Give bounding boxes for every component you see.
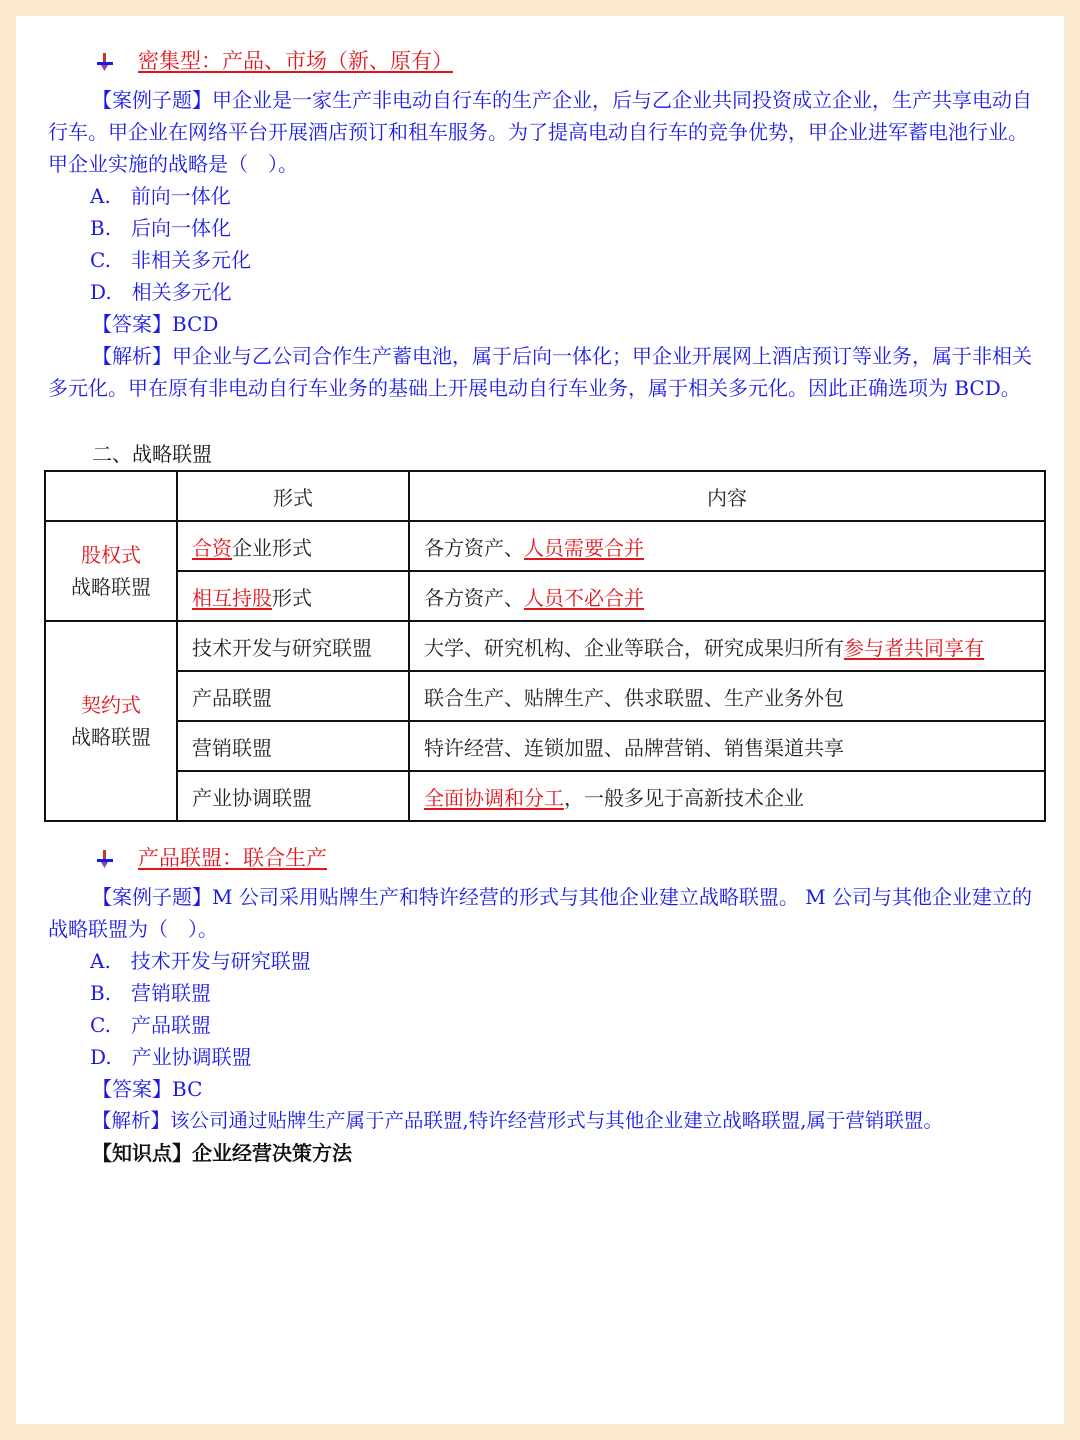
analysis-label: 【解析】	[92, 1109, 171, 1132]
answer-value: BCD	[172, 312, 219, 336]
content-text: 大学、研究机构、企业等联合，研究成果归所有	[424, 635, 844, 660]
section1-heading-text: 密集型：产品、市场（新、原有）	[138, 49, 453, 73]
document-page	[16, 16, 1064, 1424]
answer-value: BC	[172, 1077, 203, 1101]
form-cell: 营销联盟	[177, 721, 409, 771]
answer-label: 【答案】	[92, 312, 172, 336]
equity-group-label: 股权式	[81, 543, 141, 567]
content-text: 各方资产、	[424, 585, 524, 610]
case-label: 【案例子题】	[92, 88, 212, 112]
table-row	[45, 771, 1045, 821]
table-row	[45, 571, 1045, 621]
content-text: 各方资产、	[424, 535, 524, 560]
content-cell	[409, 621, 1045, 671]
contract-group-label: 契约式	[81, 693, 141, 717]
content-highlight: 参与者共同享有	[844, 635, 984, 660]
section3-heading-text: 产品联盟：联合生产	[138, 846, 327, 870]
contract-group-sublabel: 战略联盟	[71, 725, 151, 749]
analysis-text: 该公司通过贴牌生产属于产品联盟,特许经营形式与其他企业建立战略联盟,属于营销联盟。	[170, 1109, 943, 1132]
case-paragraph	[48, 881, 1042, 945]
section3-heading	[94, 842, 327, 874]
section1-body	[48, 84, 1042, 404]
content-highlight: 全面协调和分工	[424, 785, 564, 810]
answer-line	[48, 1073, 1042, 1105]
equity-group-sublabel: 战略联盟	[71, 575, 151, 599]
equity-group-cell	[45, 521, 177, 621]
alliance-table	[44, 470, 1046, 822]
option-a: A. 技术开发与研究联盟	[90, 949, 311, 973]
option-d: D. 相关多元化	[90, 280, 232, 304]
section1-heading	[94, 45, 453, 77]
content-cell	[409, 571, 1045, 621]
analysis-text: 甲企业与乙公司合作生产蓄电池，属于后向一体化；甲企业开展网上酒店预订等业务，属于非相关多元化。甲在原有非电动自行车业务的基础上开展电动自行车业务，属于相关多元化。因此正确选项为 BCD。	[48, 344, 1032, 400]
form-cell	[177, 571, 409, 621]
header-content: 内容	[409, 471, 1045, 521]
content-cell	[409, 521, 1045, 571]
form-highlight: 相互持股	[192, 585, 272, 610]
option-c: C. 非相关多元化	[90, 248, 251, 272]
content-cell: 联合生产、贴牌生产、供求联盟、生产业务外包	[409, 671, 1045, 721]
form-text: 形式	[272, 585, 312, 610]
option-d: D. 产业协调联盟	[90, 1045, 252, 1069]
table-row	[45, 521, 1045, 571]
table-row	[45, 721, 1045, 771]
section3-body	[48, 881, 1042, 1169]
section2-title: 二、战略联盟	[92, 442, 212, 466]
case-label: 【案例子题】	[92, 885, 212, 909]
content-text: ，一般多见于高新技术企业	[564, 785, 804, 810]
table-header-row	[45, 471, 1045, 521]
header-form: 形式	[177, 471, 409, 521]
answer-label: 【答案】	[92, 1077, 172, 1101]
form-cell: 技术开发与研究联盟	[177, 621, 409, 671]
analysis-paragraph	[48, 1105, 1042, 1137]
option-b: B. 后向一体化	[90, 216, 232, 240]
form-text: 企业形式	[232, 535, 312, 560]
analysis-paragraph	[48, 340, 1042, 404]
table-row	[45, 621, 1045, 671]
form-cell: 产品联盟	[177, 671, 409, 721]
content-highlight: 人员需要合并	[524, 535, 644, 560]
option-c: C. 产品联盟	[90, 1013, 211, 1037]
analysis-label: 【解析】	[92, 344, 172, 368]
option-a: A. 前向一体化	[90, 184, 231, 208]
knowledge-point: 【知识点】企业经营决策方法	[92, 1141, 352, 1165]
content-cell: 特许经营、连锁加盟、品牌营销、销售渠道共享	[409, 721, 1045, 771]
option-b: B. 营销联盟	[90, 981, 212, 1005]
form-cell: 产业协调联盟	[177, 771, 409, 821]
case-paragraph	[48, 84, 1042, 180]
header-empty	[45, 471, 177, 521]
pin-marker-icon	[94, 847, 116, 869]
contract-group-cell	[45, 621, 177, 821]
form-highlight: 合资	[192, 535, 232, 560]
pin-marker-icon	[94, 50, 116, 72]
content-cell	[409, 771, 1045, 821]
case-text: 甲企业是一家生产非电动自行车的生产企业，后与乙企业共同投资成立企业，生产共享电动自行车。甲企业在网络平台开展酒店预订和租车服务。为了提高电动自行车的竞争优势，甲企业进军蓄电池行业。 甲企业实施的战略是（ ）。	[48, 88, 1032, 176]
case-text: M 公司采用贴牌生产和特许经营的形式与其他企业建立战略联盟。 M 公司与其他企业建立的战略联盟为（ ）。	[48, 885, 1033, 941]
answer-line	[48, 308, 1042, 340]
content-highlight: 人员不必合并	[524, 585, 644, 610]
form-cell	[177, 521, 409, 571]
table-row	[45, 671, 1045, 721]
